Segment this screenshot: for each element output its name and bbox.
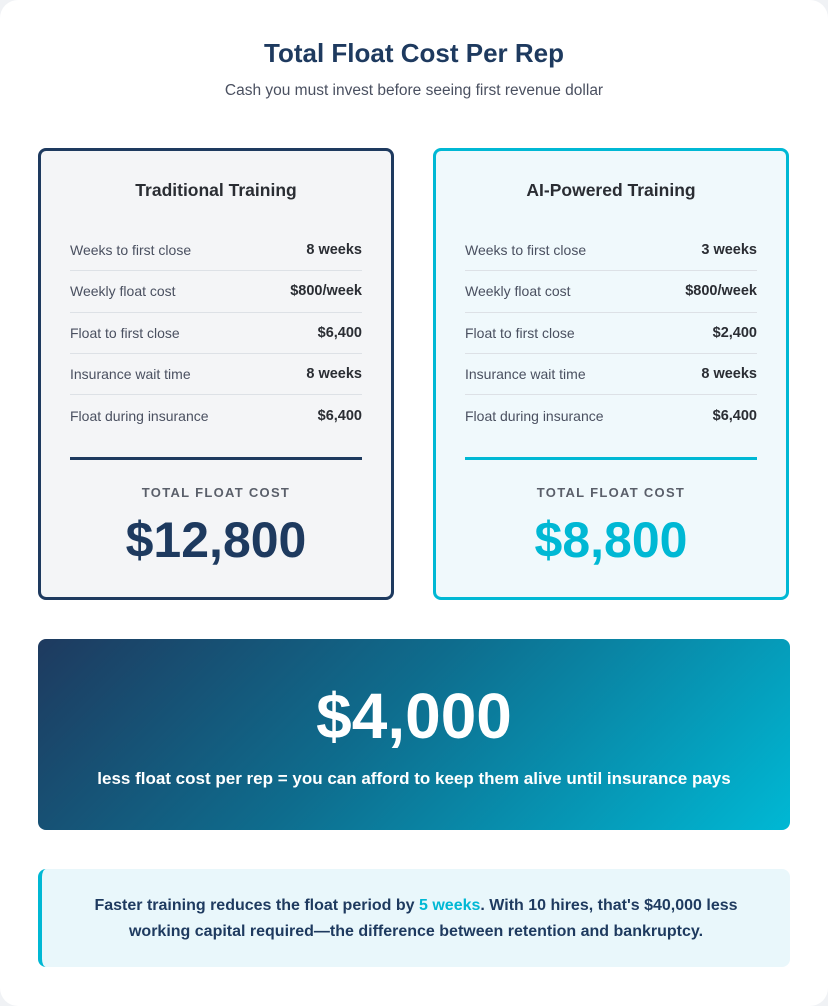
total-value: $8,800 (534, 512, 688, 568)
metric-row (465, 313, 757, 354)
summary-text-before: Faster training reduces the float period by (94, 897, 419, 914)
metric-row (465, 354, 757, 395)
card-title: AI-Powered Training (526, 180, 696, 200)
metric-value: 8 weeks (306, 242, 362, 259)
metric-row (465, 271, 757, 312)
metric-value: $2,400 (712, 324, 757, 341)
card-title: Traditional Training (135, 180, 297, 200)
metrics-list (465, 230, 757, 436)
total-label: TOTAL FLOAT COST (141, 485, 291, 500)
total-value: $12,800 (125, 512, 307, 568)
traditional-training-card (38, 148, 394, 600)
metric-label: Float to first close (70, 324, 180, 341)
metric-value: 8 weeks (701, 366, 757, 383)
savings-value: $4,000 (316, 680, 512, 752)
total-divider (465, 457, 757, 460)
metric-row (70, 230, 362, 271)
savings-description: less float cost per rep = you can afford to keep them alive until insurance pays (97, 769, 731, 788)
ai-powered-training-card (433, 148, 789, 600)
metric-row (70, 313, 362, 354)
metric-row (70, 271, 362, 312)
total-divider (70, 457, 362, 460)
page-subtitle: Cash you must invest before seeing first revenue dollar (224, 82, 604, 99)
metrics-list (70, 230, 362, 436)
metric-value: $6,400 (317, 407, 362, 424)
summary-note (38, 869, 790, 967)
metric-value: $6,400 (712, 407, 757, 424)
summary-text-after: . With 10 hires, that's $40,000 less working capital required—the difference between retention and bankruptcy. (128, 897, 738, 940)
savings-banner (38, 639, 790, 830)
metric-value: 3 weeks (701, 242, 757, 259)
metric-label: Weeks to first close (70, 242, 192, 259)
metric-label: Float to first close (465, 324, 575, 341)
metric-row (70, 395, 362, 436)
metric-label: Insurance wait time (70, 366, 191, 383)
metric-value: $800/week (290, 283, 362, 300)
metric-label: Float during insurance (70, 407, 209, 424)
metric-value: $6,400 (317, 324, 362, 341)
metric-value: $800/week (685, 283, 757, 300)
metric-label: Weekly float cost (70, 283, 176, 300)
metric-label: Insurance wait time (465, 366, 586, 383)
page-title: Total Float Cost Per Rep (264, 38, 564, 68)
summary-text (82, 893, 750, 945)
metric-label: Float during insurance (465, 407, 604, 424)
metric-row (465, 230, 757, 271)
metric-row (70, 354, 362, 395)
metric-label: Weekly float cost (465, 283, 571, 300)
metric-value: 8 weeks (306, 366, 362, 383)
metric-row (465, 395, 757, 436)
total-label: TOTAL FLOAT COST (536, 485, 686, 500)
metric-label: Weeks to first close (465, 242, 587, 259)
summary-highlight: 5 weeks (419, 897, 481, 914)
